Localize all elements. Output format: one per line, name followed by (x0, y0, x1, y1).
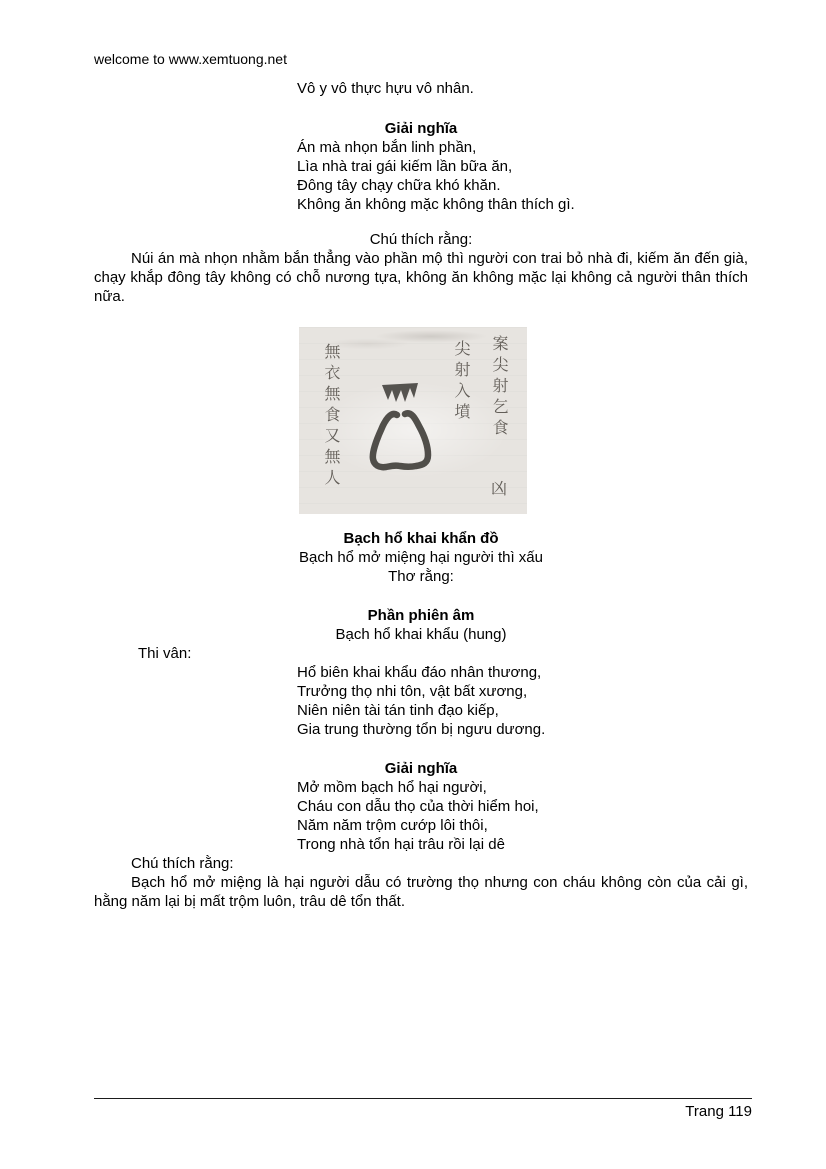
page-content (94, 0, 748, 911)
page-footer (94, 1098, 752, 1121)
tho-rang-label: Thơ rằng: (388, 568, 454, 585)
scanned-diagram-figure (299, 327, 527, 514)
poem-line: Trưởng thọ nhi tôn, vật bất xương, (297, 683, 528, 700)
chu-thich-paragraph-2: Bạch hổ mở miệng là hại người dẫu có trường thọ nhưng con cháu không còn của cải gì, hằng năm lại bị mất trộm luôn, trâu dê tổn thất. (94, 874, 748, 910)
phien-am-line: Bạch hổ khai khẩu (hung) (335, 626, 507, 643)
figure-caption-right-column-2: 尖射入墳 (452, 340, 471, 424)
poem-line: Lìa nhà trai gái kiếm lần bữa ăn, (297, 158, 513, 175)
poem-line: Gia trung thường tổn bị ngưu dương. (297, 721, 546, 738)
giai-nghia-heading-1: Giải nghĩa (384, 120, 458, 137)
poem-line: Cháu con dẫu thọ của thời hiểm hoi, (297, 798, 539, 815)
poem-line: Không ăn không mặc không thân thích gì. (297, 196, 575, 213)
giai-nghia-poem-1 (297, 138, 748, 214)
chu-thich-heading-2: Chú thích rằng: (131, 855, 234, 872)
chu-thich-paragraph-1: Núi án mà nhọn nhằm bắn thẳng vào phần mộ thì người con trai bỏ nhà đi, kiếm ăn đến già, chạy khắp đông tây không có chỗ nương tựa, không ăn không mặc lại không cả người thân thích nữa. (94, 250, 748, 305)
open-mouth-shape (373, 413, 428, 467)
figure-verdict-character: 凶 (490, 479, 507, 498)
opening-verse-line: Vô y vô thực hựu vô nhân. (297, 80, 474, 97)
site-header-note: welcome to www.xemtuong.net (94, 51, 287, 67)
figure-title: Bạch hổ khai khẩn đồ (343, 530, 499, 547)
chu-thich-heading-1: Chú thích rằng: (369, 231, 473, 248)
poem-line: Niên niên tài tán tinh đạo kiếp, (297, 702, 499, 719)
tiger-open-mouth-drawing-icon (299, 327, 527, 514)
poem-line: Năm năm trộm cướp lôi thôi, (297, 817, 488, 834)
poem-line: Trong nhà tổn hại trâu rồi lại dê (297, 836, 505, 853)
pointed-peak-shape (382, 383, 418, 402)
poem-line: Đông tây chạy chữa khó khăn. (297, 177, 501, 194)
giai-nghia-heading-2: Giải nghĩa (384, 760, 458, 777)
thi-van-label: Thi vân: (138, 645, 192, 662)
phien-am-poem (297, 663, 748, 739)
giai-nghia-poem-2 (297, 778, 748, 854)
figure-caption-left-column: 無衣無食又無人 (322, 343, 341, 490)
poem-line: Mở mồm bạch hổ hại người, (297, 779, 487, 796)
figure-caption-right-column-1: 案尖射乞食 (490, 335, 509, 440)
page-number-label: Trang 119 (685, 1103, 752, 1120)
poem-line: Án mà nhọn bắn linh phần, (297, 139, 477, 156)
poem-line: Hổ biên khai khẩu đáo nhân thương, (297, 664, 542, 681)
figure-subtitle: Bạch hổ mở miệng hại người thì xấu (298, 549, 543, 566)
phien-am-heading: Phần phiên âm (367, 607, 475, 624)
